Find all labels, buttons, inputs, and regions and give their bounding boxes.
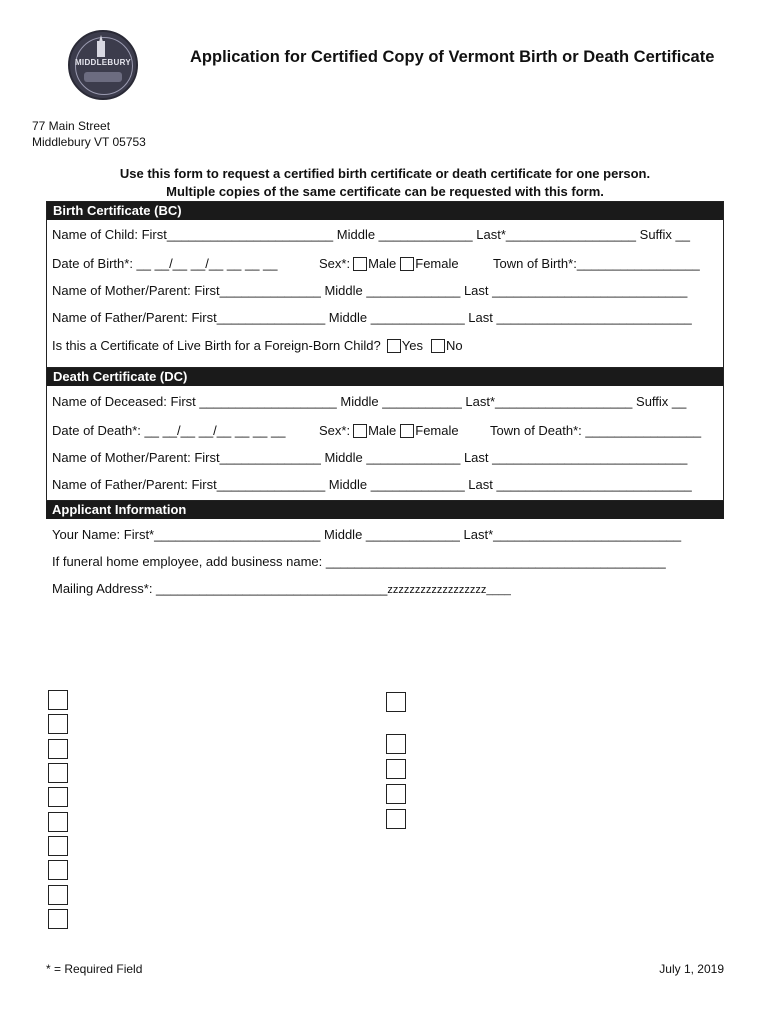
death-male-label: Male [368,423,397,438]
page-title: Application for Certified Copy of Vermont Birth or Death Certificate [190,48,715,66]
birth-father-row[interactable]: Name of Father/Parent: First_______________ Middle _____________ Last ___________________________ [52,310,692,325]
foreign-born-question [52,338,463,353]
mailing-address-row[interactable] [52,581,511,596]
birth-sex-group [319,256,459,271]
birth-date-field[interactable]: Date of Birth*: __ __/__ __/__ __ __ __ [52,256,278,271]
intro-line-2: Multiple copies of the same certificate can be requested with this form. [166,184,604,199]
birth-mother-row[interactable]: Name of Mother/Parent: First______________ Middle _____________ Last ___________________________ [52,283,688,298]
mailing-address-value[interactable]: zzzzzzzzzzzzzzzzzz____ [387,584,511,596]
foreign-born-no-label: No [445,338,463,353]
birth-town-field[interactable]: Town of Birth*:_________________ [493,256,700,271]
checkbox-left-3[interactable] [48,739,68,759]
required-field-note: * = Required Field [46,962,143,976]
checkbox-right-5[interactable] [386,809,406,829]
form-date: July 1, 2019 [659,962,724,976]
checkbox-right-4[interactable] [386,784,406,804]
death-date-field[interactable]: Date of Death*: __ __/__ __/__ __ __ __ [52,423,286,438]
child-name-row[interactable]: Name of Child: First_______________________ Middle _____________ Last*__________________ Suffix __ [52,227,691,242]
checkbox-left-7[interactable] [48,836,68,856]
checkbox-left-6[interactable] [48,812,68,832]
birth-sex-label: Sex*: [319,256,351,271]
intro-line-1: Use this form to request a certified birth certificate or death certificate for one person. [119,166,651,181]
address-city: Middlebury VT 05753 [32,135,146,149]
death-father-row[interactable]: Name of Father/Parent: First_______________ Middle _____________ Last ___________________________ [52,477,692,492]
deceased-name-row[interactable]: Name of Deceased: First ___________________ Middle ___________ Last*___________________ Suffix __ [52,394,687,409]
death-town-field[interactable]: Town of Death*: ________________ [490,423,702,438]
checkbox-right-1[interactable] [386,692,406,712]
checkbox-left-8[interactable] [48,860,68,880]
applicant-section [46,501,724,519]
checkbox-left-4[interactable] [48,763,68,783]
foreign-born-label: Is this a Certificate of Live Birth for a Foreign-Born Child? [52,338,381,353]
birth-male-label: Male [368,256,397,271]
death-male-checkbox[interactable] [353,424,367,438]
death-section-heading: Death Certificate (DC) [47,368,723,386]
seal-text: MIDDLEBURY [74,58,132,67]
applicant-name-row[interactable]: Your Name: First*_______________________ Middle _____________ Last*__________________________ [52,527,682,542]
checkbox-left-2[interactable] [48,714,68,734]
foreign-born-yes-checkbox[interactable] [387,339,401,353]
death-sex-label: Sex*: [319,423,351,438]
death-sex-group [319,423,459,438]
birth-female-checkbox[interactable] [400,257,414,271]
checkbox-left-9[interactable] [48,885,68,905]
funeral-home-row[interactable]: If funeral home employee, add business name: _______________________________________________ [52,554,666,569]
checkbox-left-5[interactable] [48,787,68,807]
mailing-address-label: Mailing Address*: ________________________________ [52,581,388,596]
checkbox-left-1[interactable] [48,690,68,710]
church-tower-icon [97,41,105,57]
death-mother-row[interactable]: Name of Mother/Parent: First______________ Middle _____________ Last ___________________________ [52,450,688,465]
birth-male-checkbox[interactable] [353,257,367,271]
death-female-label: Female [415,423,459,438]
address-street: 77 Main Street [32,119,111,133]
seal-base [84,72,122,82]
checkbox-right-3[interactable] [386,759,406,779]
applicant-section-heading: Applicant Information [46,501,724,519]
birth-section-heading: Birth Certificate (BC) [47,202,723,220]
birth-female-label: Female [415,256,459,271]
checkbox-right-2[interactable] [386,734,406,754]
middlebury-seal-logo [68,30,138,100]
checkbox-left-10[interactable] [48,909,68,929]
death-female-checkbox[interactable] [400,424,414,438]
foreign-born-yes-label: Yes [401,338,423,353]
foreign-born-no-checkbox[interactable] [431,339,445,353]
